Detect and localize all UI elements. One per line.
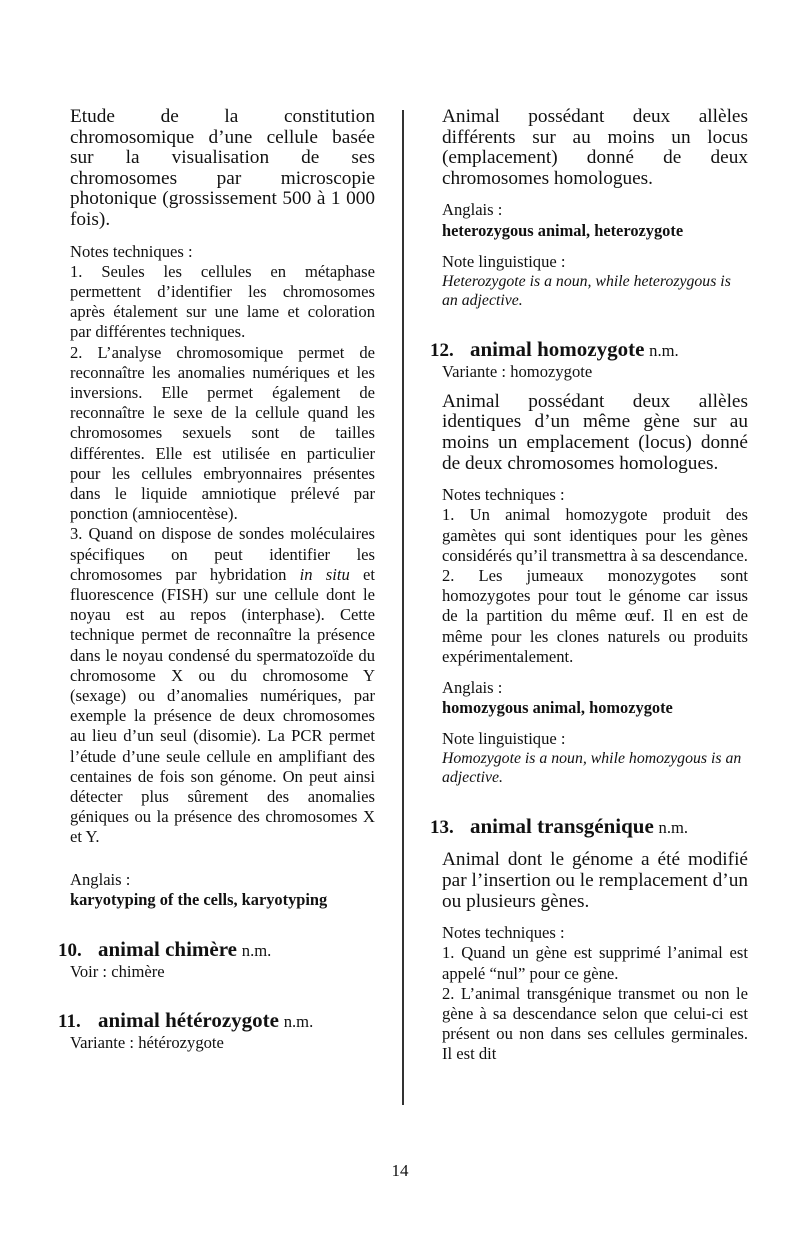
english-terms: karyotyping of the cells, karyotyping bbox=[70, 889, 328, 909]
note-3-italic: in situ bbox=[299, 564, 350, 584]
part-of-speech: n.m. bbox=[649, 340, 679, 360]
heterozygote-definition: Animal possédant deux allèles différents sur au moins un locus (emplacement) donné de deux chromosomes homologues. bbox=[442, 106, 748, 189]
right-column bbox=[430, 106, 748, 1065]
entry-heading bbox=[58, 938, 375, 962]
note-3-text-b: et fluorescence (FISH) sur une cellule dont le noyau est au repos (interphase). Cette technique permet de reconnaître la présence dans le noyau condensé du spermatozoïde du chromosome X ou du chromosome Y (sexage) ou d’anomalies numériques, par exemple la présence de deux chromosomes au lieu d’un seul (disomie). La PCR permet l’étude d’une seule cellule en amplifiant des centaines de fois son génome. On peut ainsi détecter plus sûrement des anomalies géniques ou la présence des chromosomes X et Y. bbox=[70, 564, 376, 847]
part-of-speech: n.m. bbox=[658, 818, 689, 838]
technical-note-1: 1. Quand un gène est supprimé l’animal est appelé “nul” pour ce gène. bbox=[442, 943, 748, 983]
see-also bbox=[70, 962, 375, 981]
variant-label: Variante : bbox=[442, 361, 507, 381]
entry-heading bbox=[58, 1009, 375, 1033]
linguistic-label: Note linguistique : bbox=[442, 729, 566, 749]
linguistic-note: Homozygote is a noun, while homozygous is an adjective. bbox=[442, 750, 742, 787]
entry-11 bbox=[58, 1007, 375, 1052]
notes-label: Notes techniques : bbox=[442, 485, 565, 505]
technical-note-2: 2. Les jumeaux monozygotes sont homozygotes pour tout le génome car issus de la partition du même œuf. Il en est de même pour les clones naturels ou produits expérimentalement. bbox=[442, 565, 748, 666]
linguistic-note: Heterozygote is a noun, while heterozygous is an adjective. bbox=[442, 272, 731, 309]
see-value: chimère bbox=[111, 961, 165, 981]
english-label: Anglais : bbox=[70, 869, 131, 889]
entry-term: animal hétérozygote bbox=[98, 1007, 279, 1032]
part-of-speech: n.m. bbox=[283, 1011, 314, 1031]
transgenic-definition: Animal dont le génome a été modifié par l’insertion ou le remplacement d’un ou plusieurs gènes. bbox=[442, 849, 748, 912]
entry-13 bbox=[430, 814, 748, 1064]
entry-number: 10. bbox=[58, 939, 82, 961]
english-label: Anglais : bbox=[442, 200, 503, 220]
technical-note-1: 1. Seules les cellules en métaphase permettent d’identifier les chromosomes après étalement sur une lame et coloration par différentes techniques. bbox=[70, 261, 375, 342]
english-label: Anglais : bbox=[442, 677, 503, 697]
entry-heading bbox=[430, 815, 748, 839]
notes-label: Notes techniques : bbox=[442, 923, 565, 943]
variant bbox=[442, 362, 748, 381]
technical-note-1: 1. Un animal homozygote produit des gamètes qui sont identiques pour les gènes considérés qu’il transmettra à sa descendance. bbox=[442, 505, 748, 565]
entry-10 bbox=[58, 936, 375, 981]
karyotype-definition: Etude de la constitution chromosomique d’une cellule basée sur la visualisation de ses chromosomes par microscopie photonique (grossissement 500 à 1 000 fois). bbox=[70, 106, 375, 230]
technical-note-2: 2. L’analyse chromosomique permet de reconnaître les anomalies numériques et les inversions. Elle permet également de reconnaître le sexe de la cellule quand les chromosomes sexuels sont de tailles différentes. Elle est utilisée en particulier pour les cellules embryonnaires présentes dans le liquide amniotique prélevé par ponction (amniocentèse). bbox=[70, 342, 375, 524]
note-3-text-a: 3. Quand on dispose de sondes moléculaires spécifiques on peut identifier les chromosomes par hybridation bbox=[70, 524, 375, 584]
entry-12 bbox=[430, 336, 748, 788]
variant-value: homozygote bbox=[510, 361, 593, 381]
entry-term: animal transgénique bbox=[470, 814, 654, 839]
entry-number: 13. bbox=[430, 817, 454, 839]
technical-note-2: 2. L’animal transgénique transmet ou non le gène à sa descendance selon que celui-ci est présent ou non dans ses cellules germinales. Il est dit bbox=[442, 983, 748, 1064]
notes-label: Notes techniques : bbox=[70, 241, 193, 261]
variant-label: Variante : bbox=[70, 1032, 135, 1052]
entry-heading bbox=[430, 338, 748, 362]
left-column bbox=[58, 106, 376, 1052]
english-terms: homozygous animal, homozygote bbox=[442, 698, 673, 718]
homozygote-definition: Animal possédant deux allèles identiques d’un même gène sur au moins un emplacement (locus) donné de deux chromosomes homologues. bbox=[442, 390, 748, 474]
see-label: Voir : bbox=[70, 961, 108, 981]
page-number: 14 bbox=[391, 1161, 409, 1180]
linguistic-label: Note linguistique : bbox=[442, 251, 566, 271]
part-of-speech: n.m. bbox=[241, 940, 272, 960]
entry-number: 12. bbox=[430, 339, 454, 361]
variant bbox=[70, 1033, 375, 1052]
variant-value: hétérozygote bbox=[138, 1032, 224, 1052]
english-terms: heterozygous animal, heterozygote bbox=[442, 220, 684, 240]
entry-term: animal chimère bbox=[98, 936, 238, 961]
entry-number: 11. bbox=[58, 1010, 81, 1032]
technical-note-3 bbox=[70, 524, 375, 847]
column-divider bbox=[402, 110, 404, 1105]
entry-term: animal homozygote bbox=[470, 336, 645, 361]
